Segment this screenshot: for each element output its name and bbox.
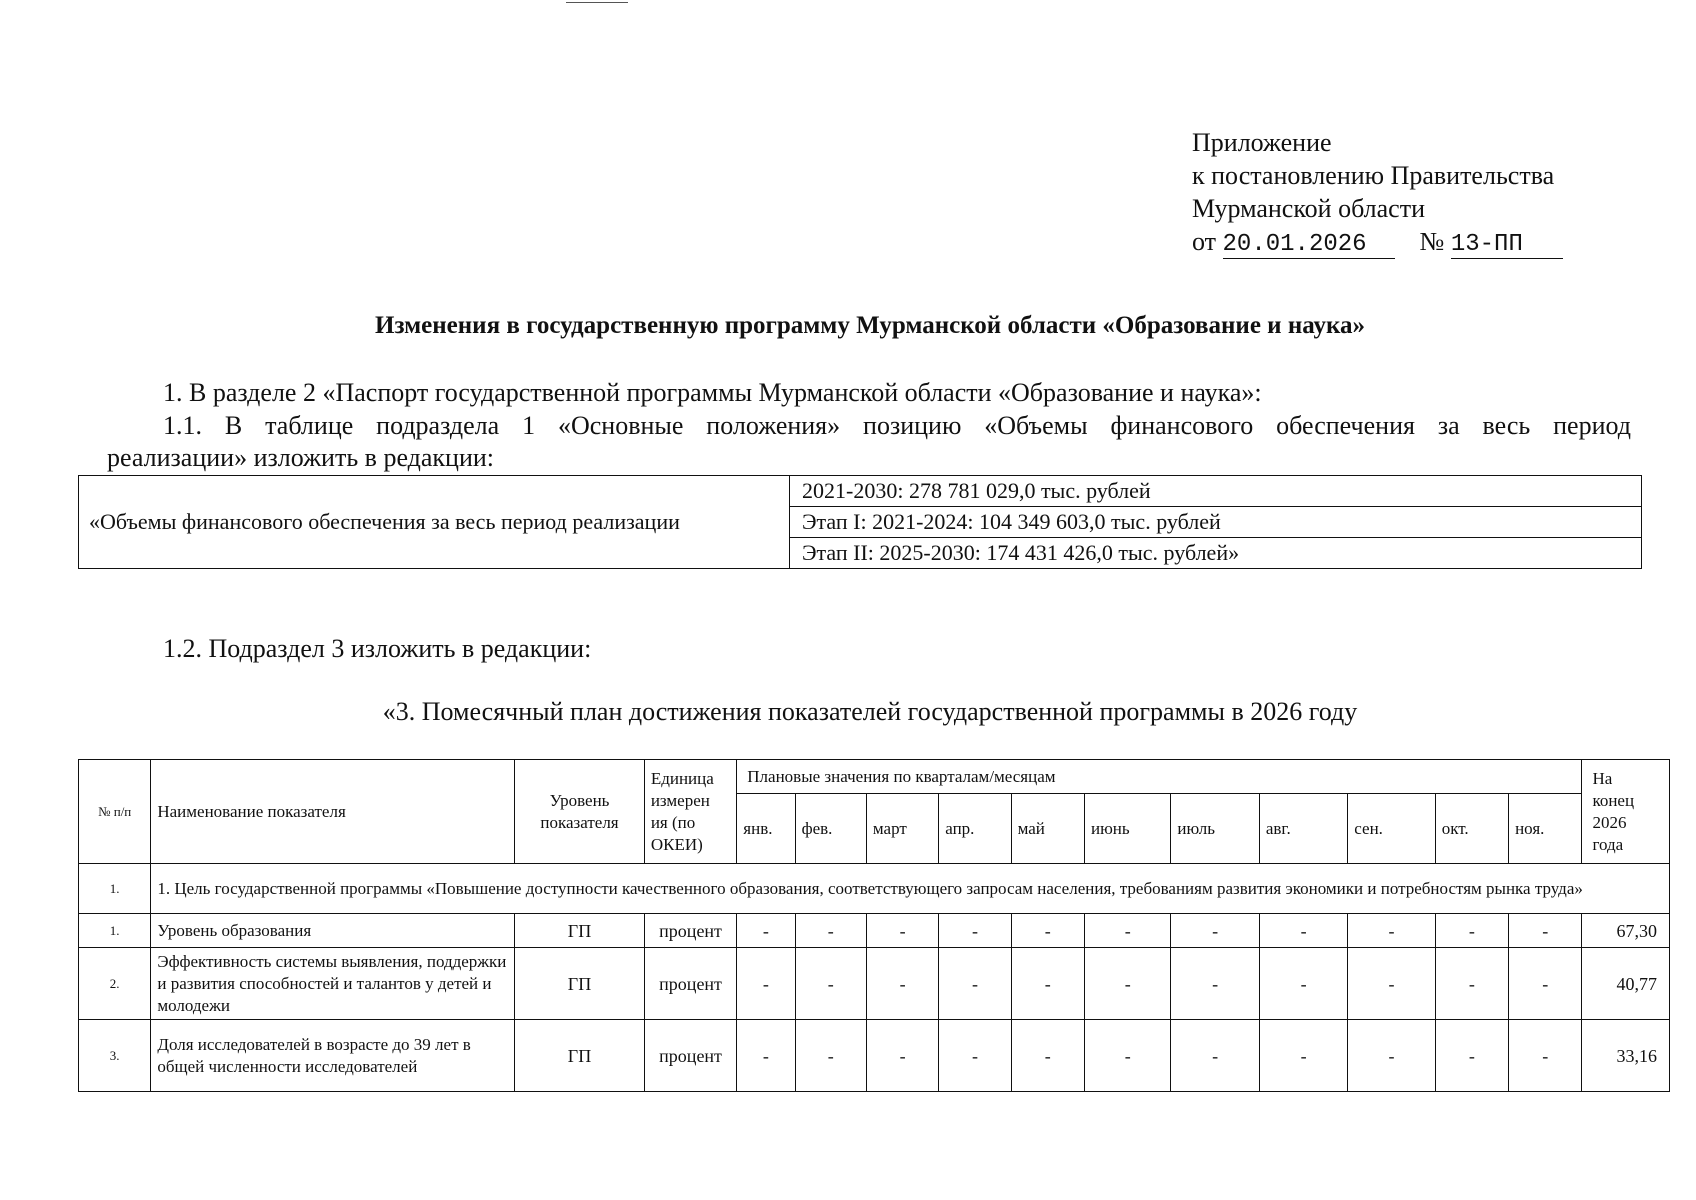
month-jul: июль — [1171, 794, 1259, 864]
goal-row — [79, 864, 1670, 914]
table-row: 3. Доля исследователей в возрасте до 39 лет в общей численности исследователей ГП процент - - - - - - - - - - - 33,16 — [79, 1020, 1670, 1092]
appendix-line-3: Мурманской области — [1192, 194, 1425, 223]
month-apr: апр. — [939, 794, 1011, 864]
month-jun: июнь — [1084, 794, 1170, 864]
indicator-end-value: 67,30 — [1582, 914, 1670, 948]
indicator-unit: процент — [644, 948, 736, 1020]
paragraph-1-1-line-2: реализации» изложить в редакции: — [107, 443, 495, 472]
appendix-line-4 — [1192, 225, 1563, 259]
indicator-level: ГП — [515, 914, 645, 948]
month-sep: сен. — [1348, 794, 1435, 864]
paragraph-1: 1. В разделе 2 «Паспорт государственной программы Мурманской области «Образование и наука»: — [163, 378, 1262, 407]
paragraph-1-1-line-1: 1.1. В таблице подраздела 1 «Основные положения» позицию «Объемы финансового обеспечения за весь период — [163, 411, 1631, 440]
section-3-title: «3. Помесячный план достижения показателей государственной программы в 2026 году — [382, 697, 1358, 726]
appendix-block — [1192, 126, 1563, 259]
month-jan: янв. — [737, 794, 795, 864]
document-title: Изменения в государственную программу Мурманской области «Образование и наука» — [375, 312, 1365, 339]
header-num: № п/п — [79, 760, 151, 864]
header-end-of-year: На конец 2026 года — [1582, 760, 1670, 864]
indicator-name: Доля исследователей в возрасте до 39 лет в общей численности исследователей — [151, 1020, 515, 1092]
header-unit: Единица измерен ия (по ОКЕИ) — [644, 760, 736, 864]
indicator-level: ГП — [515, 1020, 645, 1092]
indicator-name: Уровень образования — [151, 914, 515, 948]
table-row: 2. Эффективность системы выявления, поддержки и развития способностей и талантов у детей и молодежи ГП процент - - - - - - - - - - - 40,77 — [79, 948, 1670, 1020]
resolution-date: 20.01.2026 — [1223, 232, 1395, 259]
month-nov: ноя. — [1509, 794, 1582, 864]
table-row: 1. Уровень образования ГП процент - - - - - - - - - - - 67,30 — [79, 914, 1670, 948]
top-edge-line — [566, 2, 628, 3]
resolution-number: 13-ПП — [1451, 232, 1563, 259]
indicator-end-value: 40,77 — [1582, 948, 1670, 1020]
goal-text: 1. Цель государственной программы «Повышение доступности качественного образования, соответствующего запросам населения, требованиям развития экономики и потребностям рынка труда» — [151, 864, 1670, 914]
appendix-line-2: к постановлению Правительства — [1192, 161, 1555, 190]
finance-table — [78, 475, 1642, 569]
finance-row-total: 2021-2030: 278 781 029,0 тыс. рублей — [790, 476, 1642, 507]
month-mar: март — [866, 794, 938, 864]
header-name: Наименование показателя — [151, 760, 515, 864]
month-feb: фев. — [795, 794, 866, 864]
month-aug: авг. — [1259, 794, 1347, 864]
header-level: Уровень показателя — [515, 760, 645, 864]
indicator-name: Эффективность системы выявления, поддержки и развития способностей и талантов у детей и молодежи — [151, 948, 515, 1020]
month-oct: окт. — [1435, 794, 1508, 864]
indicator-unit: процент — [644, 914, 736, 948]
indicator-level: ГП — [515, 948, 645, 1020]
finance-row-stage-2: Этап II: 2025-2030: 174 431 426,0 тыс. рублей» — [790, 538, 1642, 569]
goal-num: 1. — [79, 864, 151, 914]
header-planned: Плановые значения по кварталам/месяцам — [737, 760, 1582, 794]
paragraph-1-2: 1.2. Подраздел 3 изложить в редакции: — [163, 634, 592, 663]
number-label: № — [1419, 227, 1445, 256]
indicator-end-value: 33,16 — [1582, 1020, 1670, 1092]
month-may: май — [1011, 794, 1084, 864]
finance-row-stage-1: Этап I: 2021-2024: 104 349 603,0 тыс. рублей — [790, 507, 1642, 538]
finance-label: «Объемы финансового обеспечения за весь период реализации — [79, 476, 790, 569]
appendix-line-1: Приложение — [1192, 128, 1332, 157]
indicator-unit: процент — [644, 1020, 736, 1092]
from-label: от — [1192, 227, 1217, 256]
monthly-plan-table — [78, 759, 1670, 1092]
